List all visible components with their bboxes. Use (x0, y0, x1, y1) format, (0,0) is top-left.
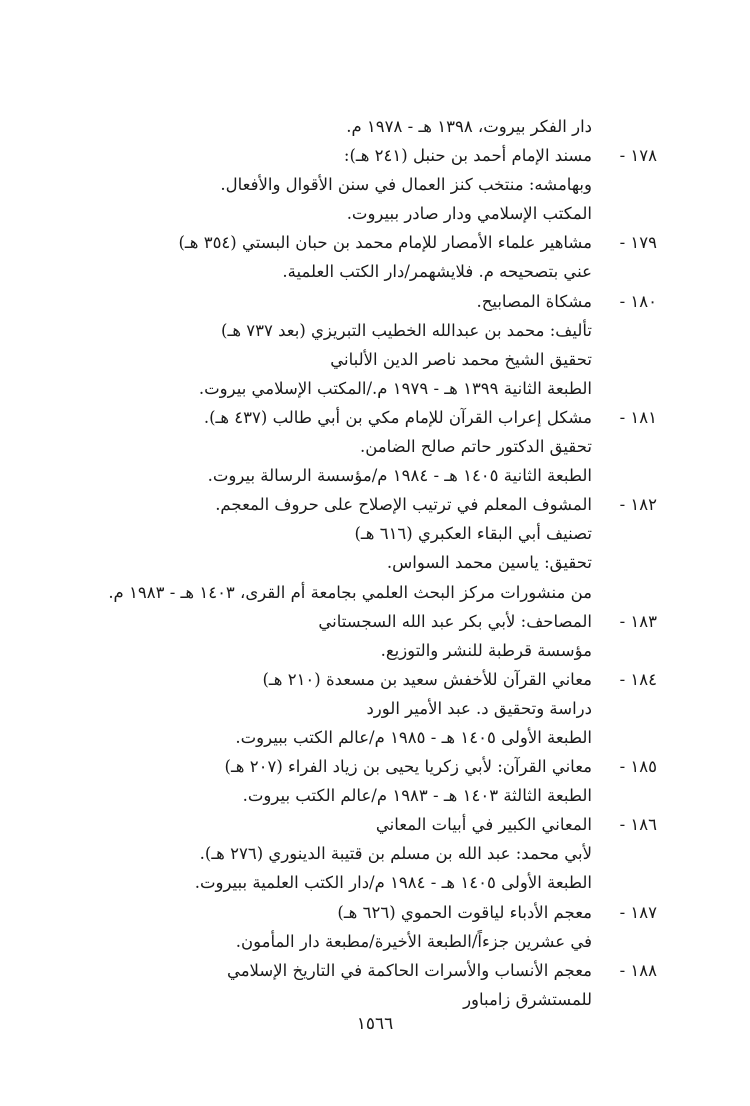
entry-text: المشوف المعلم في ترتيب الإصلاح على حروف المعجم. (215, 495, 592, 515)
entry-line (0, 112, 750, 141)
entry-text: تأليف: محمد بن عبدالله الخطيب التبريزي (بعد ٧٣٧ هـ) (221, 320, 592, 340)
bibliography-entry (0, 403, 750, 490)
entry-text: الطبعة الثالثة ١٤٠٣ هـ - ١٩٨٣ م/عالم الكتب بيروت. (242, 786, 592, 806)
bibliography-entry (0, 665, 750, 752)
bibliography-entry (0, 607, 750, 665)
entry-text: تحقيق الشيخ محمد ناصر الدين الألباني (330, 349, 592, 369)
document-page (0, 112, 750, 1014)
entry-text: للمستشرق زامباور (463, 989, 592, 1009)
entry-number: ١٨٦ - (619, 815, 657, 835)
bibliography-entry (0, 490, 750, 606)
bibliography-entry (0, 752, 750, 810)
entry-text: معجم الأدباء لياقوت الحموي (٦٢٦ هـ) (337, 902, 592, 922)
bibliography-entry (0, 287, 750, 403)
entry-text: وبهامشه: منتخب كنز العمال في سنن الأقوال والأفعال. (220, 175, 592, 195)
entry-line (0, 374, 750, 403)
entry-line (0, 781, 750, 810)
entry-text: مشكاة المصابيح. (476, 291, 592, 311)
entry-text: لأبي محمد: عبد الله بن مسلم بن قتيبة الدينوري (٢٧٦ هـ). (199, 844, 592, 864)
bibliography-entry (0, 228, 750, 286)
entry-line (0, 956, 750, 985)
entry-number: ١٧٩ - (619, 233, 657, 253)
entry-text: تصنيف أبي البقاء العكبري (٦١٦ هـ) (354, 524, 592, 544)
entry-number: ١٨٢ - (619, 495, 657, 515)
bibliography-entry (0, 898, 750, 956)
entry-text: عني بتصحيحه م. فلايشهمر/دار الكتب العلمية. (282, 262, 592, 282)
entry-line (0, 898, 750, 927)
entry-line (0, 287, 750, 316)
entry-line (0, 694, 750, 723)
entry-line (0, 519, 750, 548)
entry-text: المصاحف: لأبي بكر عبد الله السجستاني (318, 611, 592, 631)
entry-number: ١٨٥ - (619, 757, 657, 777)
entry-continuation (0, 112, 750, 141)
entry-number: ١٨٨ - (619, 960, 657, 980)
entry-line (0, 665, 750, 694)
entry-text: المعاني الكبير في أبيات المعاني (375, 815, 592, 835)
entry-text: دار الفكر بيروت، ١٣٩٨ هـ - ١٩٧٨ م. (346, 117, 592, 136)
entry-line (0, 432, 750, 461)
bibliography-entry (0, 956, 750, 1014)
entry-text: تحقيق: ياسين محمد السواس. (386, 553, 592, 573)
entry-text: مسند الإمام أحمد بن حنبل (٢٤١ هـ): (343, 146, 592, 166)
entry-text: مشاهير علماء الأمصار للإمام محمد بن حبان البستي (٣٥٤ هـ) (178, 233, 592, 253)
entry-text: دراسة وتحقيق د. عبد الأمير الورد (366, 698, 592, 718)
entry-text: الطبعة الثانية ١٤٠٥ هـ - ١٩٨٤ م/مؤسسة الرسالة بيروت. (207, 466, 592, 486)
entry-line (0, 810, 750, 839)
entry-number: ١٧٨ - (619, 146, 657, 166)
entry-text: معجم الأنساب والأسرات الحاكمة في التاريخ الإسلامي (226, 960, 592, 980)
entry-line (0, 490, 750, 519)
entry-text: تحقيق الدكتور حاتم صالح الضامن. (359, 437, 592, 457)
entry-number: ١٨٣ - (619, 611, 657, 631)
entry-line (0, 607, 750, 636)
entry-number: ١٨٧ - (619, 902, 657, 922)
entry-line (0, 927, 750, 956)
entry-line (0, 752, 750, 781)
page-number: ١٥٦٦ (356, 1014, 394, 1034)
entry-line (0, 868, 750, 897)
entry-line (0, 403, 750, 432)
entry-text: مشكل إعراب القرآن للإمام مكي بن أبي طالب (٤٣٧ هـ). (203, 407, 592, 427)
entry-line (0, 199, 750, 228)
entry-line (0, 548, 750, 577)
entry-number: ١٨١ - (619, 407, 657, 427)
entry-number: ١٨٠ - (619, 291, 657, 311)
entry-text: الطبعة الأولى ١٤٠٥ هـ - ١٩٨٤ م/دار الكتب العلمية ببيروت. (194, 873, 592, 893)
entry-line (0, 636, 750, 665)
entry-text: مؤسسة قرطبة للنشر والتوزيع. (380, 640, 592, 660)
entry-line (0, 461, 750, 490)
entry-text: المكتب الإسلامي ودار صادر ببيروت. (346, 204, 592, 224)
entry-line (0, 141, 750, 170)
entry-line (0, 578, 750, 607)
entry-text: من منشورات مركز البحث العلمي بجامعة أم القرى، ١٤٠٣ هـ - ١٩٨٣ م. (108, 582, 592, 602)
entry-text: الطبعة الثانية ١٣٩٩ هـ - ١٩٧٩ م./المكتب الإسلامي بيروت. (198, 378, 592, 398)
entry-text: معاني القرآن للأخفش سعيد بن مسعدة (٢١٠ هـ) (262, 669, 592, 689)
entry-line (0, 985, 750, 1014)
entry-line (0, 170, 750, 199)
entry-line (0, 257, 750, 286)
entry-text: الطبعة الأولى ١٤٠٥ هـ - ١٩٨٥ م/عالم الكتب ببيروت. (235, 727, 592, 747)
entry-line (0, 839, 750, 868)
entry-line (0, 228, 750, 257)
entry-text: معاني القرآن: لأبي زكريا يحيى بن زياد الفراء (٢٠٧ هـ) (224, 757, 592, 777)
bibliography-entry (0, 141, 750, 228)
entry-line (0, 723, 750, 752)
bibliography-entry (0, 810, 750, 897)
entry-number: ١٨٤ - (619, 669, 657, 689)
entry-line (0, 345, 750, 374)
entry-text: في عشرين جزءاً/الطبعة الأخيرة/مطبعة دار المأمون. (235, 931, 592, 951)
entry-line (0, 316, 750, 345)
